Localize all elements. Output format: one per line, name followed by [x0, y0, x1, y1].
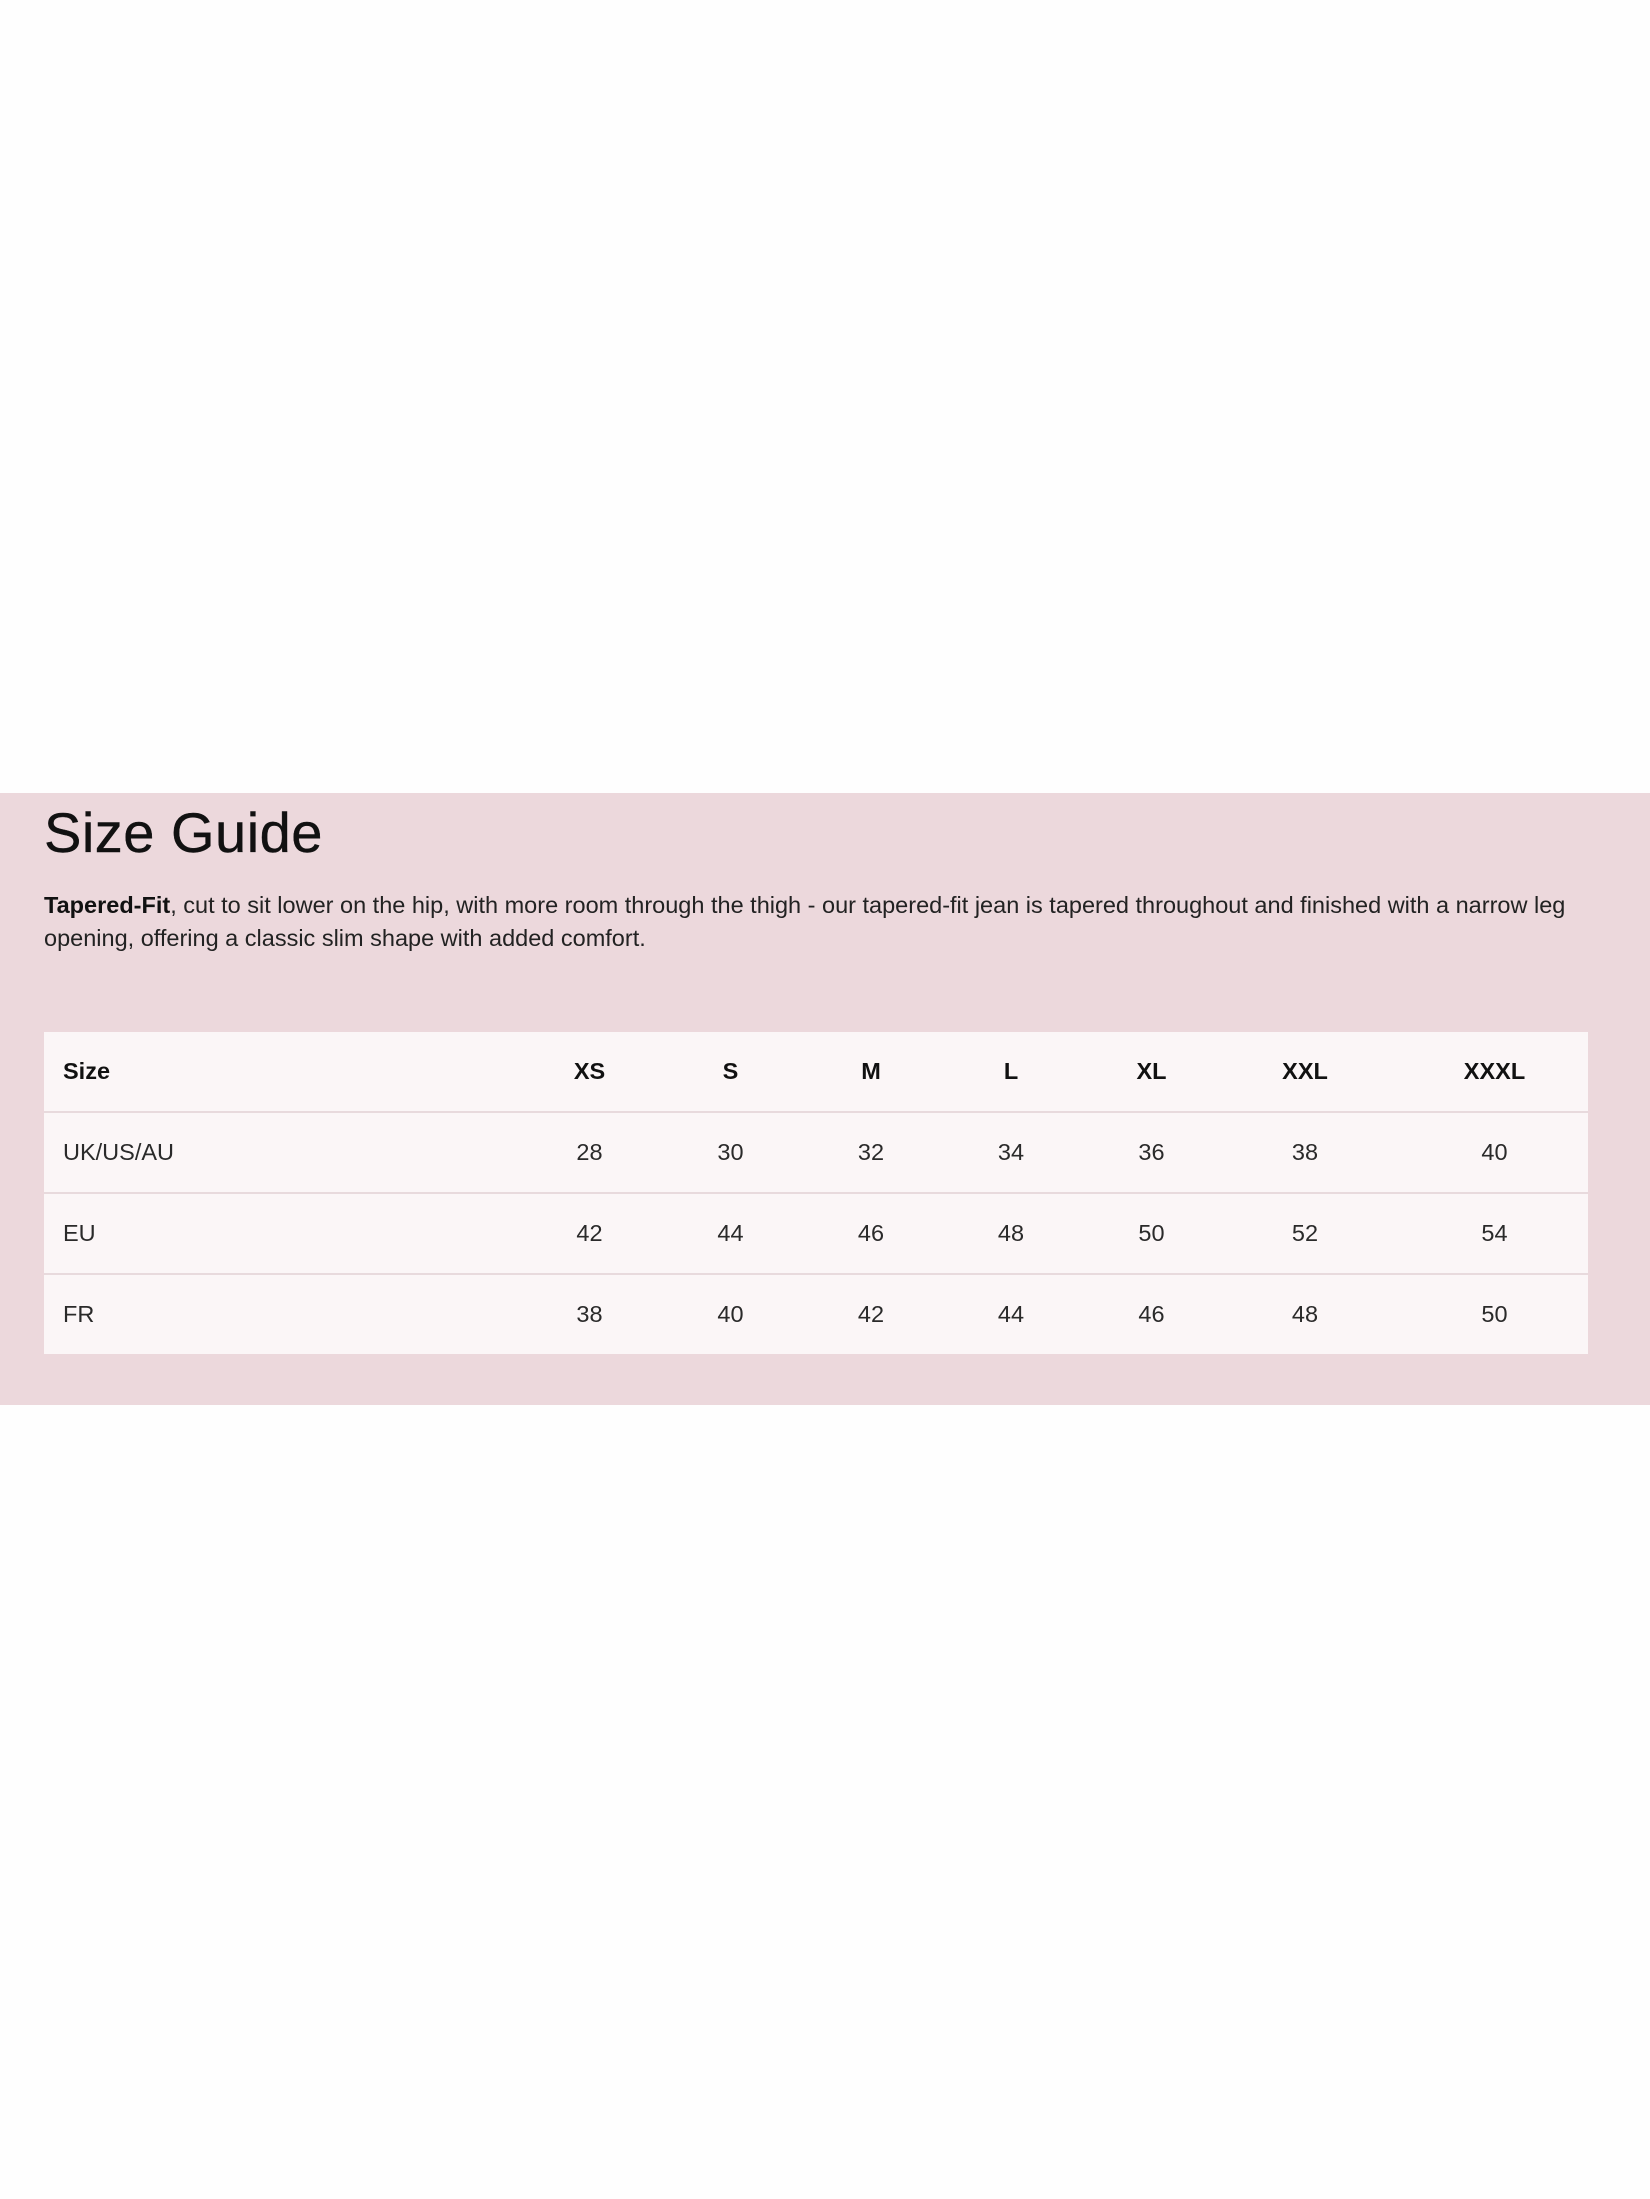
header-cell-xxxl: XXXL — [1401, 1032, 1588, 1112]
table-cell: 28 — [532, 1112, 647, 1193]
table-cell: 40 — [1401, 1112, 1588, 1193]
table-header-row — [44, 1032, 1588, 1112]
table-cell: 42 — [532, 1193, 647, 1274]
table-cell: 48 — [928, 1193, 1094, 1274]
table-cell: 50 — [1481, 1301, 1508, 1327]
table-row-fr — [44, 1274, 1588, 1354]
table-cell: 42 — [857, 1301, 885, 1327]
header-cell-xs: XS — [532, 1032, 647, 1112]
fit-description — [44, 889, 1604, 955]
row-label: UK/US/AU — [44, 1112, 532, 1193]
row-label: FR — [63, 1301, 95, 1327]
table-cell: 36 — [1094, 1112, 1209, 1193]
size-guide-title: Size Guide — [44, 801, 323, 864]
header-cell-m: M — [814, 1032, 928, 1112]
table-cell: 46 — [814, 1193, 928, 1274]
header-cell-s: S — [647, 1032, 814, 1112]
header-cell-l: L — [928, 1032, 1094, 1112]
table-cell: 52 — [1209, 1193, 1401, 1274]
row-label: EU — [44, 1193, 532, 1274]
table-row-uk-us-au — [44, 1112, 1588, 1193]
fit-name: Tapered-Fit — [44, 892, 171, 919]
size-table — [44, 1032, 1588, 1354]
table-cell: 44 — [997, 1301, 1025, 1327]
table-cell: 48 — [1291, 1301, 1319, 1327]
table-cell: 54 — [1401, 1193, 1588, 1274]
header-cell-xl: XL — [1094, 1032, 1209, 1112]
size-guide-panel — [0, 793, 1650, 1405]
header-cell-xxl: XXL — [1209, 1032, 1401, 1112]
table-cell: 50 — [1094, 1193, 1209, 1274]
table-cell: 38 — [1209, 1112, 1401, 1193]
table-cell: 38 — [576, 1301, 603, 1327]
table-cell: 32 — [814, 1112, 928, 1193]
table-row-eu — [44, 1193, 1588, 1274]
table-cell: 30 — [647, 1112, 814, 1193]
table-cell: 40 — [717, 1301, 744, 1327]
table-cell: 34 — [928, 1112, 1094, 1193]
table-cell: 46 — [1138, 1301, 1165, 1327]
fit-description-text: , cut to sit lower on the hip, with more room through the thigh - our tapered-fit jean is tapered throughout and finished with a narrow leg opening, offering a classic slim shape with added comfort. — [44, 892, 1566, 952]
header-cell-size: Size — [44, 1032, 532, 1112]
table-cell: 44 — [647, 1193, 814, 1274]
